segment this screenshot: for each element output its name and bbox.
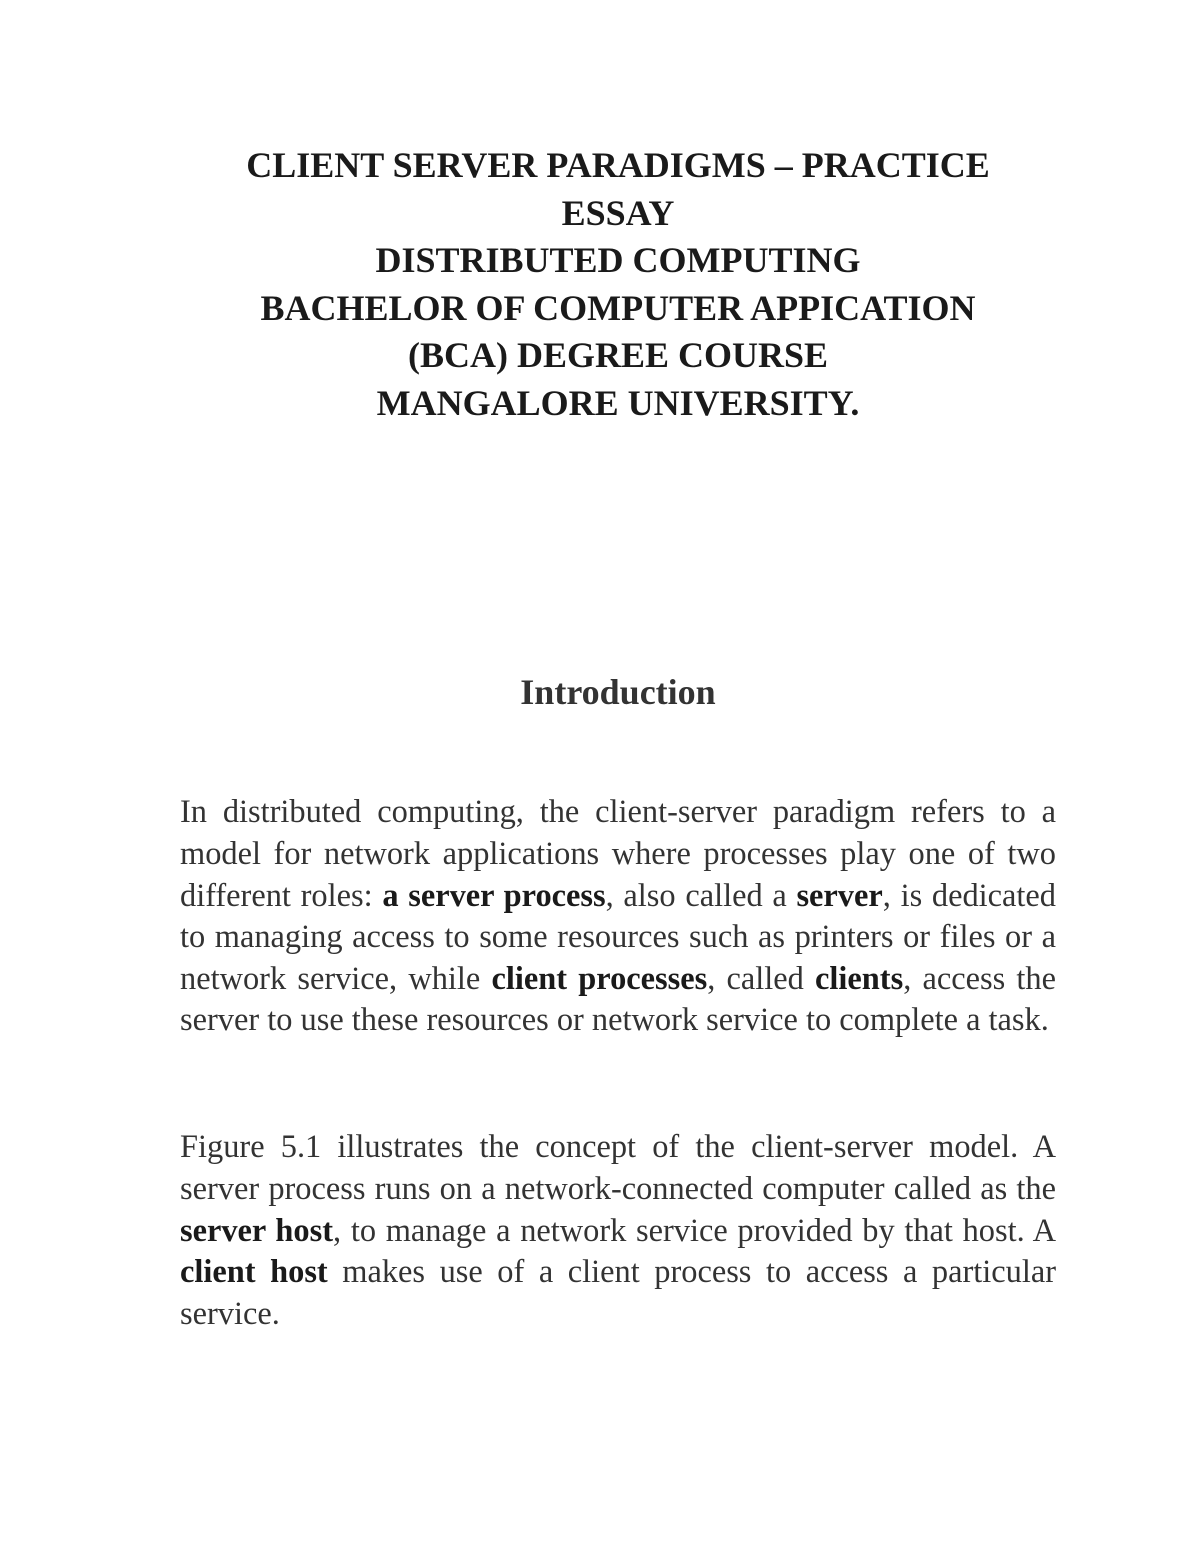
paragraph-text: In distributed computing, the client-server paradigm refers to a model for network applications where processes play one of two different roles: bbox=[180, 794, 1056, 914]
title-line: ESSAY bbox=[561, 192, 675, 233]
intro-paragraph bbox=[180, 792, 1056, 1042]
title-line: BACHELOR OF COMPUTER APPICATION bbox=[260, 287, 976, 328]
title-line: (BCA) DEGREE COURSE bbox=[407, 335, 829, 375]
paragraph-text: , called bbox=[707, 960, 816, 997]
figure-paragraph bbox=[180, 1127, 1056, 1335]
bold-term: server bbox=[796, 877, 883, 914]
document-title bbox=[180, 142, 1056, 427]
bold-term: clients bbox=[815, 960, 904, 997]
bold-term: server host bbox=[180, 1212, 334, 1249]
paragraph-text: , also called a bbox=[605, 877, 797, 914]
paragraph-text: , is dedicated to managing access to some resources such as printers or files or a network service, while bbox=[180, 877, 1056, 997]
bold-term: a server process bbox=[382, 877, 606, 914]
title-line: CLIENT SERVER PARADIGMS – PRACTICE bbox=[246, 145, 990, 185]
paragraph-text: makes use of a client process to access a particular service. bbox=[180, 1254, 1056, 1332]
title-line: MANGALORE UNIVERSITY. bbox=[376, 382, 860, 423]
bold-term: client host bbox=[180, 1254, 328, 1291]
paragraph-text: Figure 5.1 illustrates the concept of the client-server model. A server process runs on a network-connected computer called as the bbox=[180, 1129, 1056, 1207]
section-heading: Introduction bbox=[520, 672, 716, 712]
title-line: DISTRIBUTED COMPUTING bbox=[375, 240, 861, 280]
bold-term: client processes bbox=[491, 960, 708, 997]
paragraph-text: , to manage a network service provided by that host. A bbox=[333, 1212, 1057, 1249]
paragraph-text: , access the server to use these resources or network service to complete a task. bbox=[180, 960, 1056, 1039]
